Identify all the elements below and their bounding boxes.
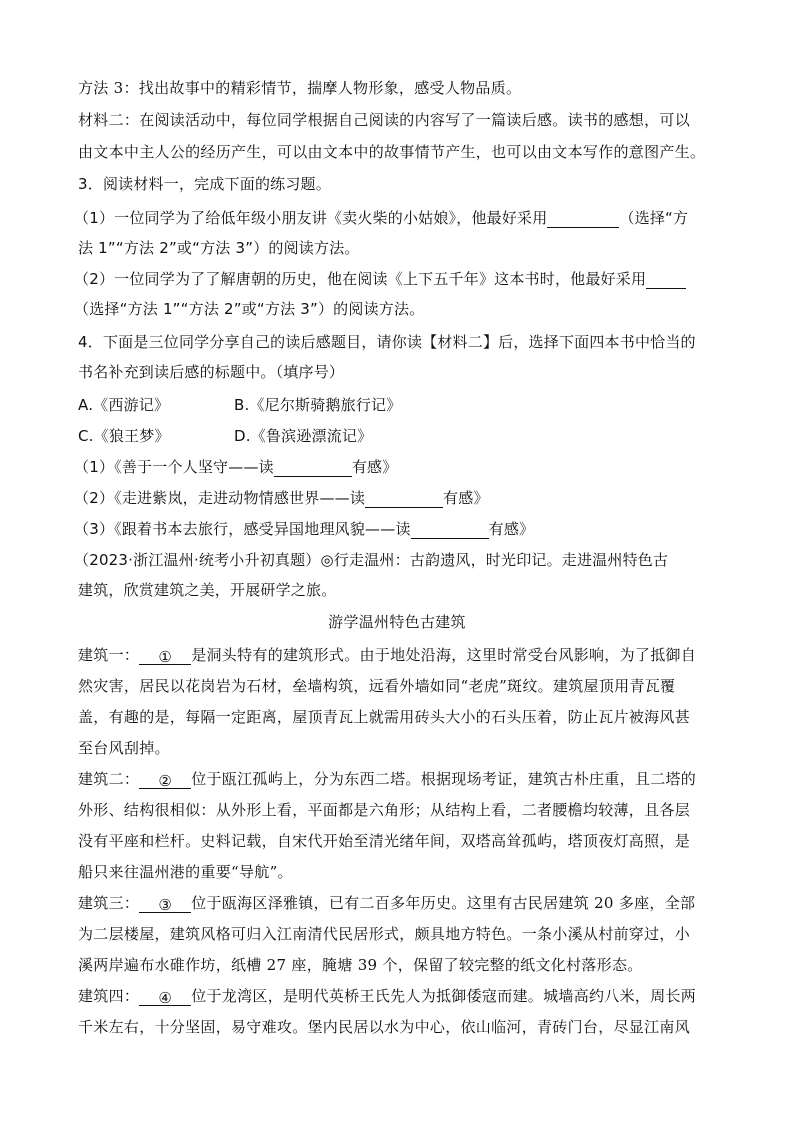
building-1-label: 建筑一： xyxy=(78,646,140,664)
building-2-line-4: 船只来往温州港的重要“导航”。 xyxy=(78,863,293,881)
question-4-3-suffix: 有感》 xyxy=(488,520,535,538)
building-3-line-1 xyxy=(78,893,695,913)
building-3-line-3: 溪两岸遍布水碓作坊，纸槽 27 座，腌塘 39 个，保留了较完整的纸文化村落形态。 xyxy=(78,956,643,974)
question-4-2 xyxy=(74,488,489,508)
question-4-3-text: （3）《跟着书本去旅行，感受异国地理风貌——读 xyxy=(74,520,411,538)
question-3-1-text: （1）一位同学为了给低年级小朋友讲《卖火柴的小姑娘》，他最好采用 xyxy=(74,209,548,227)
building-1-line-1 xyxy=(78,645,696,665)
building-1-line-3: 盖，有趣的是，每隔一定距离，屋顶青瓦上就需用砖头大小的石头压着，防止瓦片被海风甚 xyxy=(78,708,691,726)
option-a: A.《西游记》 xyxy=(78,396,170,414)
building-2-line-2: 外形、结构很相似：从外形上看，平面都是六角形；从结构上看，二者腰檐均较薄，且各层 xyxy=(78,801,691,819)
building-4-blank[interactable]: ④ xyxy=(139,988,191,1006)
answer-blank-4-2[interactable] xyxy=(365,490,443,508)
question-4-1 xyxy=(74,457,397,477)
building-1-text-1: 是洞头特有的建筑形式。由于地处沿海，这里时常受台风影响，为了抵御自 xyxy=(191,646,697,664)
question-3-1-line-2: 法 1”“方法 2”或“方法 3”）的阅读方法。 xyxy=(78,239,360,257)
answer-blank-4-1[interactable] xyxy=(274,459,352,477)
building-4-line-1 xyxy=(78,986,696,1006)
question-4-2-suffix: 有感》 xyxy=(443,489,489,507)
building-1-line-2: 然灾害，居民以花岗岩为石材，垒墙构筑，远看外墙如同“老虎”斑纹。建筑屋顶用青瓦覆 xyxy=(78,677,676,695)
question-4-3 xyxy=(74,519,534,539)
answer-blank-3-2[interactable] xyxy=(646,271,686,289)
building-2-text-1: 位于瓯江孤屿上，分为东西二塔。根据现场考证，建筑古朴庄重，且二塔的 xyxy=(191,770,697,788)
source-line-2: 建筑，欣赏建筑之美，开展研学之旅。 xyxy=(78,581,337,599)
material-2-line-1: 材料二：在阅读活动中，每位同学根据自己阅读的内容写了一篇读后感。读书的感想，可以 xyxy=(78,111,691,129)
question-3-2-line-2: （选择“方法 1”“方法 2”或“方法 3”）的阅读方法。 xyxy=(74,300,425,318)
building-1-blank[interactable]: ① xyxy=(139,647,191,665)
material-2-line-2: 由文本中主人公的经历产生，可以由文本中的故事情节产生，也可以由文本写作的意图产生。 xyxy=(78,143,706,161)
question-3-heading: 3．阅读材料一，完成下面的练习题。 xyxy=(78,175,331,193)
question-4-2-text: （2）《走进紫岚，走进动物情感世界——读 xyxy=(74,489,366,507)
option-c: C.《狼王梦》 xyxy=(78,427,170,445)
building-4-text-1: 位于龙湾区，是明代英桥王氏先人为抵御倭寇而建。城墙高约八米，周长两 xyxy=(191,987,697,1005)
question-4-1-suffix: 有感》 xyxy=(351,458,398,476)
question-4-1-text: （1）《善于一个人坚守——读 xyxy=(74,458,274,476)
answer-blank-4-3[interactable] xyxy=(411,521,489,539)
question-3-1-line-1 xyxy=(74,208,688,228)
answer-blank-3-1[interactable] xyxy=(547,210,619,228)
question-3-2-text: （2）一位同学为了了解唐朝的历史，他在阅读《上下五千年》这本书时，他最好采用 xyxy=(74,270,647,288)
method-3-line: 方法 3：找出故事中的精彩情节，揣摩人物形象，感受人物品质。 xyxy=(78,79,522,97)
option-b: B.《尼尔斯骑鹅旅行记》 xyxy=(234,396,402,414)
options-row-1 xyxy=(78,395,401,415)
building-1-line-4: 至台风刮掉。 xyxy=(78,739,170,757)
building-2-line-3: 没有平座和栏杆。史料记载，自宋代开始至清光绪年间，双塔高耸孤屿，塔顶夜灯高照，是 xyxy=(78,832,691,850)
options-row-2 xyxy=(78,426,372,446)
source-line-1: （2023·浙江温州·统考小升初真题）◎行走温州：古韵遗风，时光印记。走进温州特色古 xyxy=(74,551,669,569)
building-3-text-1: 位于瓯海区泽雅镇，已有二百多年历史。这里有古民居建筑 20 多座，全部 xyxy=(191,894,696,912)
building-4-line-2: 千米左右，十分坚固，易守难攻。堡内民居以水为中心，依山临河，青砖门台，尽显江南风 xyxy=(78,1018,691,1036)
question-3-2-line-1 xyxy=(74,269,686,289)
section-title: 游学温州特色古建筑 xyxy=(328,613,466,631)
building-3-blank[interactable]: ③ xyxy=(139,895,191,913)
question-3-1-choice-text: （选择“方 xyxy=(619,209,689,227)
building-4-label: 建筑四： xyxy=(78,987,140,1005)
option-d: D.《鲁滨逊漂流记》 xyxy=(234,427,373,445)
question-4-line-2: 书名补充到读后感的标题中。（填序号） xyxy=(78,363,345,381)
building-2-label: 建筑二： xyxy=(78,770,140,788)
building-3-label: 建筑三： xyxy=(78,894,140,912)
building-2-line-1 xyxy=(78,769,696,789)
building-2-blank[interactable]: ② xyxy=(139,771,191,789)
building-3-line-2: 为二层楼屋，建筑风格可归入江南清代民居形式，颇具地方特色。一条小溪从村前穿过，小 xyxy=(78,925,691,943)
question-4-line-1: 4．下面是三位同学分享自己的读后感题目，请你读【材料二】后，选择下面四本书中恰当的 xyxy=(78,333,696,351)
